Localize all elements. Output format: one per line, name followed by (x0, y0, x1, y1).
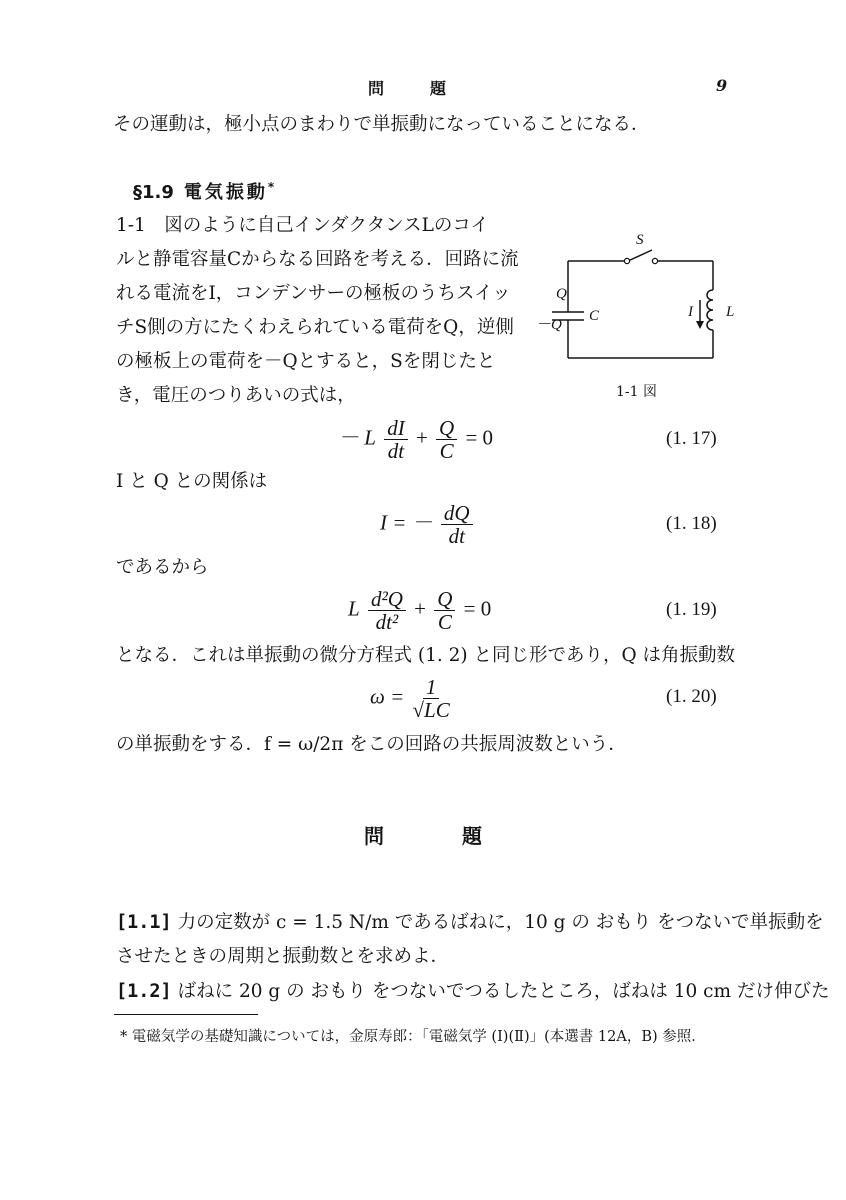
capacitor-top-charge-label: Q (556, 286, 567, 302)
equation-number: (1. 17) (666, 428, 717, 449)
paragraph-line: れる電流をI，コンデンサーの極板のうちスイッ (116, 283, 511, 304)
problem-text: 力の定数が c = 1.5 N/m であるばねに，10 g の おもり をつないで単振動を (177, 912, 824, 933)
section-heading (133, 178, 274, 204)
problem-1-1-line1 (116, 911, 824, 935)
current-label: I (688, 304, 693, 320)
paragraph-line: ルと静電容量Cからなる回路を考える．回路に流 (116, 249, 519, 270)
fraction-numerator: Q (434, 588, 455, 611)
fraction-denominator: C (439, 439, 454, 463)
paragraph-line: チS側の方にたくわえられている電荷をQ，逆側 (116, 317, 514, 338)
inductor-label: L (726, 304, 735, 320)
fraction (413, 676, 450, 721)
fraction-numerator: 1 (423, 676, 440, 699)
fraction-numerator: d²Q (368, 588, 406, 611)
inductor-coil (707, 290, 713, 330)
problem-1-2-line1 (116, 980, 829, 1004)
fraction-denominator: C (437, 610, 452, 634)
equation-1-17 (338, 417, 493, 462)
capacitor-label: C (589, 308, 600, 324)
page-number: 9 (716, 76, 728, 95)
equation-prefix: I = － (380, 510, 433, 535)
equation-number: (1. 20) (666, 686, 717, 707)
equation-operator: + (414, 596, 426, 621)
switch-label: S (636, 232, 644, 248)
equation-1-18 (380, 502, 476, 547)
equation-number: (1. 19) (666, 599, 717, 620)
problems-heading: 問題 (364, 824, 560, 848)
paragraph-line: の極板上の電荷を－Qとすると，Sを閉じたと (116, 351, 496, 372)
switch-contact-left (624, 258, 629, 263)
current-arrow-head (696, 321, 704, 329)
equation-prefix: ω = (370, 684, 405, 709)
switch-blade (628, 250, 652, 261)
text-after-eq17: I と Q との関係は (116, 471, 268, 492)
problem-1-1-line2: させたときの周期と振動数とを求めよ． (116, 946, 450, 967)
fraction-numerator: Q (436, 417, 457, 440)
fraction (384, 417, 408, 462)
fraction-numerator: dI (384, 417, 408, 440)
fraction (434, 588, 455, 633)
section-number: §1.9 (133, 182, 174, 203)
fraction-numerator: dQ (441, 502, 473, 525)
equation-prefix: － L (338, 425, 376, 450)
equation-operator: + (415, 425, 428, 450)
circuit-diagram (530, 228, 760, 368)
fraction-denominator: dt (448, 524, 465, 548)
equation-rhs: = 0 (463, 596, 492, 621)
equation-1-20 (370, 676, 453, 721)
problem-text: ばねに 20 g の おもり をつないでつるしたところ，ばねは 10 cm だけ伸びた (177, 981, 830, 1002)
switch-contact-right (652, 258, 657, 263)
paragraph-line: 1-1 図のように自己インダクタンスLのコイ (116, 215, 489, 236)
fraction (436, 417, 457, 462)
footnote-rule (114, 1014, 258, 1015)
intro-line: その運動は，極小点のまわりで単振動になっていることになる． (113, 114, 650, 135)
equation-number: (1. 18) (666, 513, 717, 534)
fraction (368, 588, 406, 633)
problem-label: [1.1] (116, 912, 172, 933)
problem-label: [1.2] (116, 981, 172, 1002)
equation-prefix: L (348, 596, 360, 621)
fraction-denominator: dt (387, 439, 405, 463)
fraction-denominator: dt² (375, 610, 399, 634)
fraction (441, 502, 473, 547)
section-title: 電気振動 (183, 182, 268, 203)
figure-caption: 1-1 図 (616, 384, 657, 400)
text-after-eq20: の単振動をする．f = ω/2π をこの回路の共振周波数という． (116, 734, 627, 755)
paragraph-line: き，電圧のつりあいの式は， (116, 385, 356, 406)
section-footnote-mark: * (267, 180, 275, 194)
capacitor-bottom-charge-label: －Q (536, 317, 562, 333)
equation-rhs: = 0 (465, 425, 494, 450)
equation-1-19 (348, 588, 491, 633)
running-header-title: 問題 (368, 79, 493, 98)
fraction-denominator: √LC (412, 698, 450, 722)
text-after-eq19: となる．これは単振動の微分方程式 (1. 2) と同じ形であり，Q は角振動数 (116, 645, 736, 666)
footnote: * 電磁気学の基礎知識については，金原寿郎：「電磁気学 (Ⅰ)(Ⅱ)」(本選書 12A，B) 参照． (120, 1029, 706, 1045)
text-after-eq18: であるから (116, 557, 209, 578)
